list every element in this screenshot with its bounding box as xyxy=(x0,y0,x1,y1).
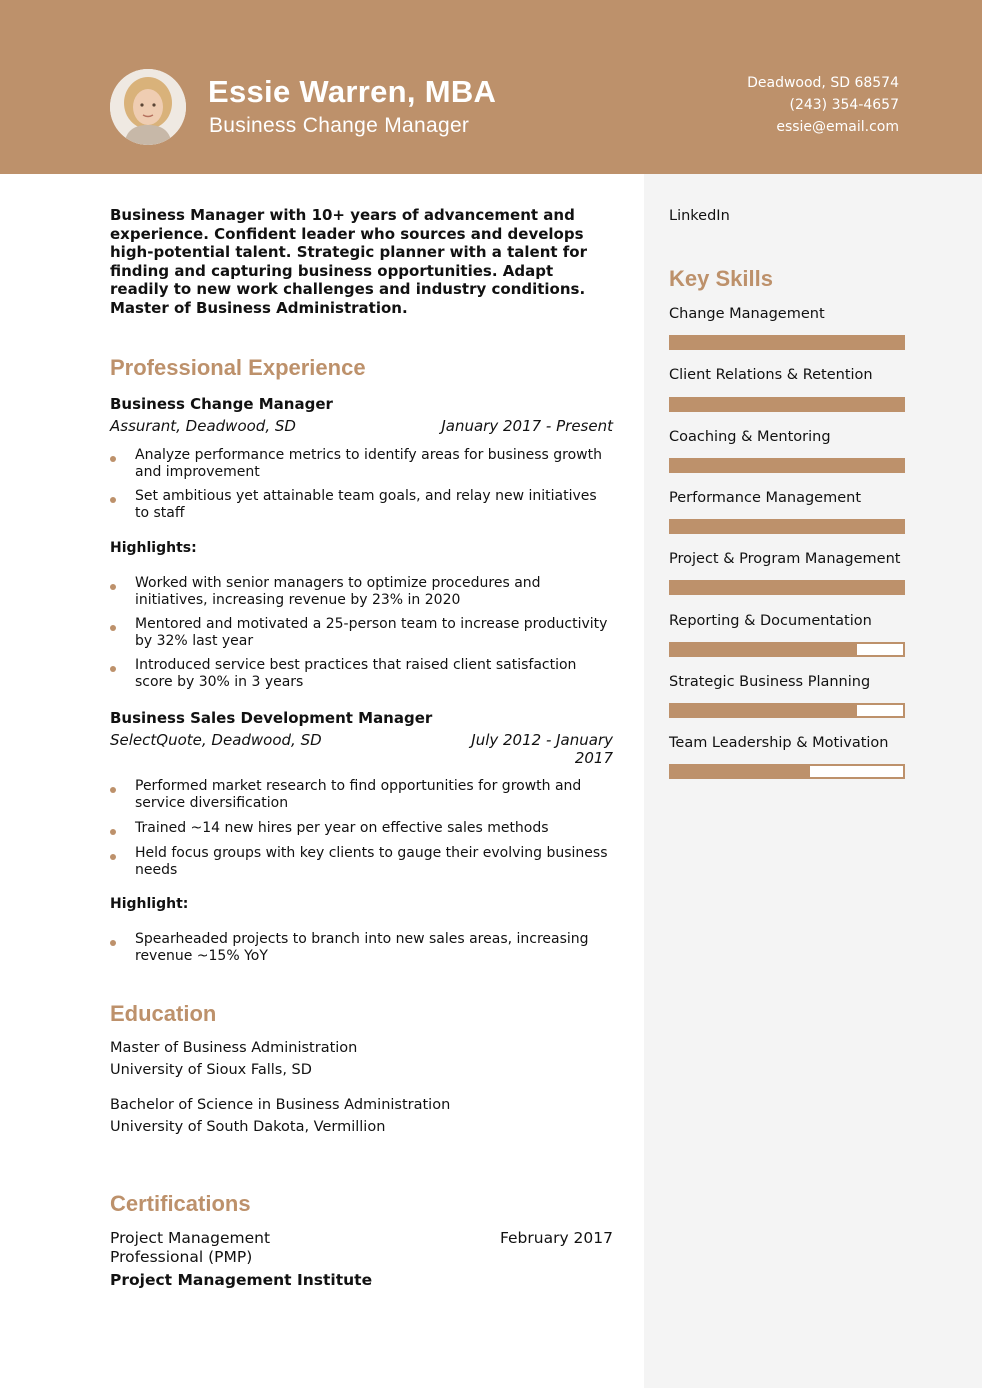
job-role: Business Change Manager xyxy=(110,395,333,413)
list-item: Spearheaded projects to branch into new sales areas, increasing revenue ~15% YoY xyxy=(110,931,615,964)
skill-bar-fill xyxy=(671,644,857,655)
skill-label: Reporting & Documentation xyxy=(669,613,872,629)
list-item: Introduced service best practices that raised client satisfaction score by 30% in 3 years xyxy=(110,657,615,690)
skill-label: Coaching & Mentoring xyxy=(669,429,831,445)
highlights-label: Highlights: xyxy=(110,540,197,556)
skills-heading: Key Skills xyxy=(669,266,773,291)
candidate-name: Essie Warren, MBA xyxy=(208,74,497,109)
skill-bar-fill xyxy=(671,582,903,593)
education-degree: Master of Business Administration xyxy=(110,1040,358,1056)
avatar xyxy=(110,69,186,145)
skill-label: Client Relations & Retention xyxy=(669,367,873,383)
education-degree: Bachelor of Science in Business Administration xyxy=(110,1097,451,1113)
skill-bar xyxy=(669,642,905,657)
bullet-dot-icon xyxy=(110,666,116,672)
bullet-dot-icon xyxy=(110,829,116,835)
contact-block xyxy=(747,72,899,138)
skill-bar-fill xyxy=(671,399,903,410)
job-company: SelectQuote, Deadwood, SD xyxy=(110,731,322,749)
skill-bar xyxy=(669,519,905,534)
education-heading: Education xyxy=(110,1001,217,1026)
linkedin-link[interactable]: LinkedIn xyxy=(669,208,730,224)
skill-bar xyxy=(669,580,905,595)
skill-bar-fill xyxy=(671,705,857,716)
bullet-dot-icon xyxy=(110,787,116,793)
skill-label: Change Management xyxy=(669,306,825,322)
certifications-heading: Certifications xyxy=(110,1191,251,1216)
bullet-dot-icon xyxy=(110,625,116,631)
skill-bar xyxy=(669,397,905,412)
job-role: Business Sales Development Manager xyxy=(110,709,433,727)
profile-photo-icon xyxy=(110,69,186,145)
highlights-label: Highlight: xyxy=(110,896,189,912)
skill-bar-fill xyxy=(671,766,810,777)
bullet-dot-icon xyxy=(110,940,116,946)
contact-phone: (243) 354-4657 xyxy=(789,97,899,113)
skill-bar xyxy=(669,335,905,350)
bullet-dot-icon xyxy=(110,497,116,503)
list-item: Worked with senior managers to optimize procedures and initiatives, increasing revenue by 23% in 2020 xyxy=(110,575,615,608)
candidate-title: Business Change Manager xyxy=(209,114,470,137)
list-item: Trained ~14 new hires per year on effective sales methods xyxy=(110,820,615,837)
skill-label: Strategic Business Planning xyxy=(669,674,871,690)
skill-label: Performance Management xyxy=(669,490,862,506)
certification-date: February 2017 xyxy=(499,1229,613,1247)
job-dates: July 2012 - January 2017 xyxy=(471,731,613,767)
contact-location: Deadwood, SD 68574 xyxy=(747,75,899,91)
bullet-dot-icon xyxy=(110,456,116,462)
job-dates: January 2017 - Present xyxy=(441,417,613,435)
skill-label: Project & Program Management xyxy=(669,551,901,567)
list-item: Performed market research to find opportunities for growth and service diversification xyxy=(110,778,615,811)
summary-text: Business Manager with 10+ years of advancement and experience. Confident leader who sources and develops high-potential talent. Strategic planner with a talent for finding and capturing business opportunities. Adapt readily to new work challenges and industry conditions. Master of Business Administration. xyxy=(110,206,588,317)
certification-issuer: Project Management Institute xyxy=(110,1271,373,1289)
skill-bar xyxy=(669,764,905,779)
sidebar-panel xyxy=(644,174,982,1388)
skill-bar-fill xyxy=(671,460,903,471)
skill-bar xyxy=(669,703,905,718)
list-item: Analyze performance metrics to identify areas for business growth and improvement xyxy=(110,447,615,480)
experience-heading: Professional Experience xyxy=(110,355,366,380)
contact-email[interactable]: essie@email.com xyxy=(776,119,899,135)
bullet-dot-icon xyxy=(110,584,116,590)
skill-label: Team Leadership & Motivation xyxy=(669,735,889,751)
education-school: University of South Dakota, Vermillion xyxy=(110,1119,386,1135)
list-item: Held focus groups with key clients to gauge their evolving business needs xyxy=(110,845,615,878)
skill-bar-fill xyxy=(671,337,903,348)
education-school: University of Sioux Falls, SD xyxy=(110,1062,312,1078)
bullet-dot-icon xyxy=(110,854,116,860)
list-item: Set ambitious yet attainable team goals, and relay new initiatives to staff xyxy=(110,488,615,521)
skill-bar xyxy=(669,458,905,473)
list-item: Mentored and motivated a 25-person team to increase productivity by 32% last year xyxy=(110,616,615,649)
summary-block xyxy=(110,206,615,317)
certification-name: Project Management Professional (PMP) xyxy=(110,1229,271,1266)
job-company: Assurant, Deadwood, SD xyxy=(110,417,296,435)
skill-bar-fill xyxy=(671,521,903,532)
